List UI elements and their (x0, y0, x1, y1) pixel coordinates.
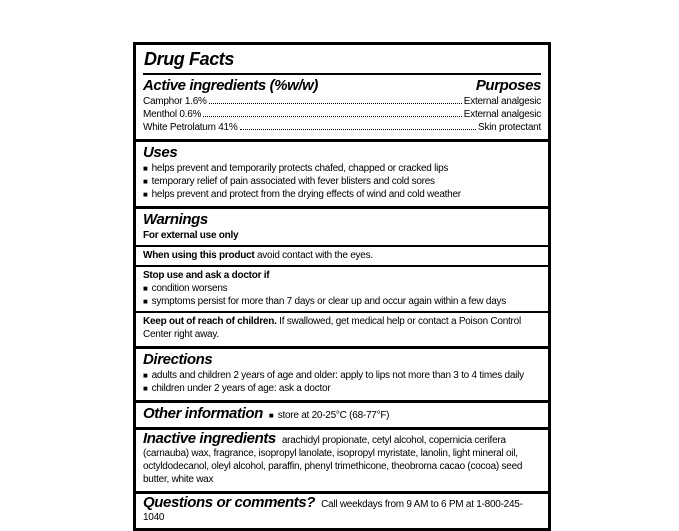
ingredient-name: White Petrolatum 41% (143, 122, 238, 133)
bullet-icon: ■ (143, 371, 148, 380)
dotted-leader (240, 129, 477, 130)
inactive-ingredients-paragraph (143, 432, 541, 486)
directions-header: Directions (143, 351, 213, 368)
when-using-subsection (136, 245, 548, 265)
when-using-text (143, 249, 541, 262)
bullet-icon: ■ (143, 297, 148, 306)
questions-text: Call weekdays from 9 AM to 6 PM at 1-800-245-1040 (143, 499, 523, 523)
ingredient-name: Camphor 1.6% (143, 96, 207, 107)
active-ingredients-header-row (143, 77, 541, 95)
active-ingredients-section (136, 75, 548, 139)
keep-out-text (143, 315, 541, 341)
bullet-icon: ■ (143, 190, 148, 199)
uses-header: Uses (143, 144, 178, 161)
dotted-leader (203, 116, 462, 117)
use-text: temporary relief of pain associated with fever blisters and cold sores (151, 176, 435, 187)
ingredient-name: Menthol 0.6% (143, 109, 202, 120)
list-item (143, 188, 541, 201)
directions-section (136, 346, 548, 400)
other-information-line (143, 405, 541, 422)
direction-text: adults and children 2 years of age and older: apply to lips not more than 3 to 4 times daily (151, 370, 524, 381)
other-information-header: Other information (143, 405, 263, 422)
keep-out-subsection (136, 311, 548, 346)
stop-use-text: symptoms persist for more than 7 days or clear up and occur again within a few days (151, 296, 507, 307)
questions-header: Questions or comments? (143, 494, 316, 511)
warnings-header: Warnings (143, 211, 208, 228)
bullet-icon: ■ (143, 384, 148, 393)
ingredient-row (143, 121, 541, 134)
ingredient-purpose: External analgesic (463, 109, 541, 120)
stop-use-text: condition worsens (151, 283, 228, 294)
keep-out-rest: If swallowed, get medical help or contact a Poison Control Center right away. (143, 316, 521, 340)
list-item (143, 369, 541, 382)
bullet-icon: ■ (268, 411, 274, 420)
bullet-icon: ■ (143, 284, 148, 293)
drug-facts-label (133, 42, 551, 531)
warnings-section (136, 206, 548, 245)
ingredient-row (143, 95, 541, 108)
list-item (143, 282, 541, 295)
inactive-ingredients-header: Inactive ingredients (143, 430, 276, 447)
active-ingredients-header: Active ingredients (%w/w) (143, 77, 319, 94)
stop-use-header: Stop use and ask a doctor if (143, 270, 270, 281)
list-item (143, 382, 541, 395)
dotted-leader (209, 103, 462, 104)
keep-out-bold: Keep out of reach of children. (143, 316, 277, 327)
list-item (143, 175, 541, 188)
use-text: helps prevent and protect from the drying effects of wind and cold weather (151, 189, 461, 200)
ingredient-purpose: Skin protectant (478, 122, 541, 133)
bullet-icon: ■ (143, 164, 148, 173)
inactive-ingredients-section (136, 427, 548, 491)
purposes-header: Purposes (475, 77, 541, 94)
title-section (136, 45, 548, 75)
when-using-rest: avoid contact with the eyes. (254, 250, 373, 261)
inactive-ingredients-text: arachidyl propionate, cetyl alcohol, copernicia cerifera (carnauba) wax, fragrance, isopropyl lanolate, isopropyl myristate, lanolin, light mineral oil, octyldodecanol, oleyl alcohol, paraffin, phenyl trimethicone, theobroma cacao (cocoa) seed butter, white wax (143, 435, 523, 485)
ingredient-purpose: External analgesic (463, 96, 541, 107)
when-using-bold: When using this product (143, 250, 255, 261)
other-information-section (136, 400, 548, 427)
list-item (143, 162, 541, 175)
use-text: helps prevent and temporarily protects chafed, chapped or cracked lips (151, 163, 449, 174)
list-item (143, 295, 541, 308)
questions-section (136, 491, 548, 528)
direction-text: children under 2 years of age: ask a doctor (151, 383, 331, 394)
label-title: Drug Facts (143, 49, 541, 75)
stop-use-subsection (136, 265, 548, 311)
external-use-text: For external use only (143, 230, 239, 241)
ingredient-row (143, 108, 541, 121)
uses-section (136, 139, 548, 206)
questions-line (143, 496, 541, 524)
bullet-icon: ■ (143, 177, 148, 186)
other-information-text: store at 20-25°C (68-77°F) (277, 410, 390, 421)
